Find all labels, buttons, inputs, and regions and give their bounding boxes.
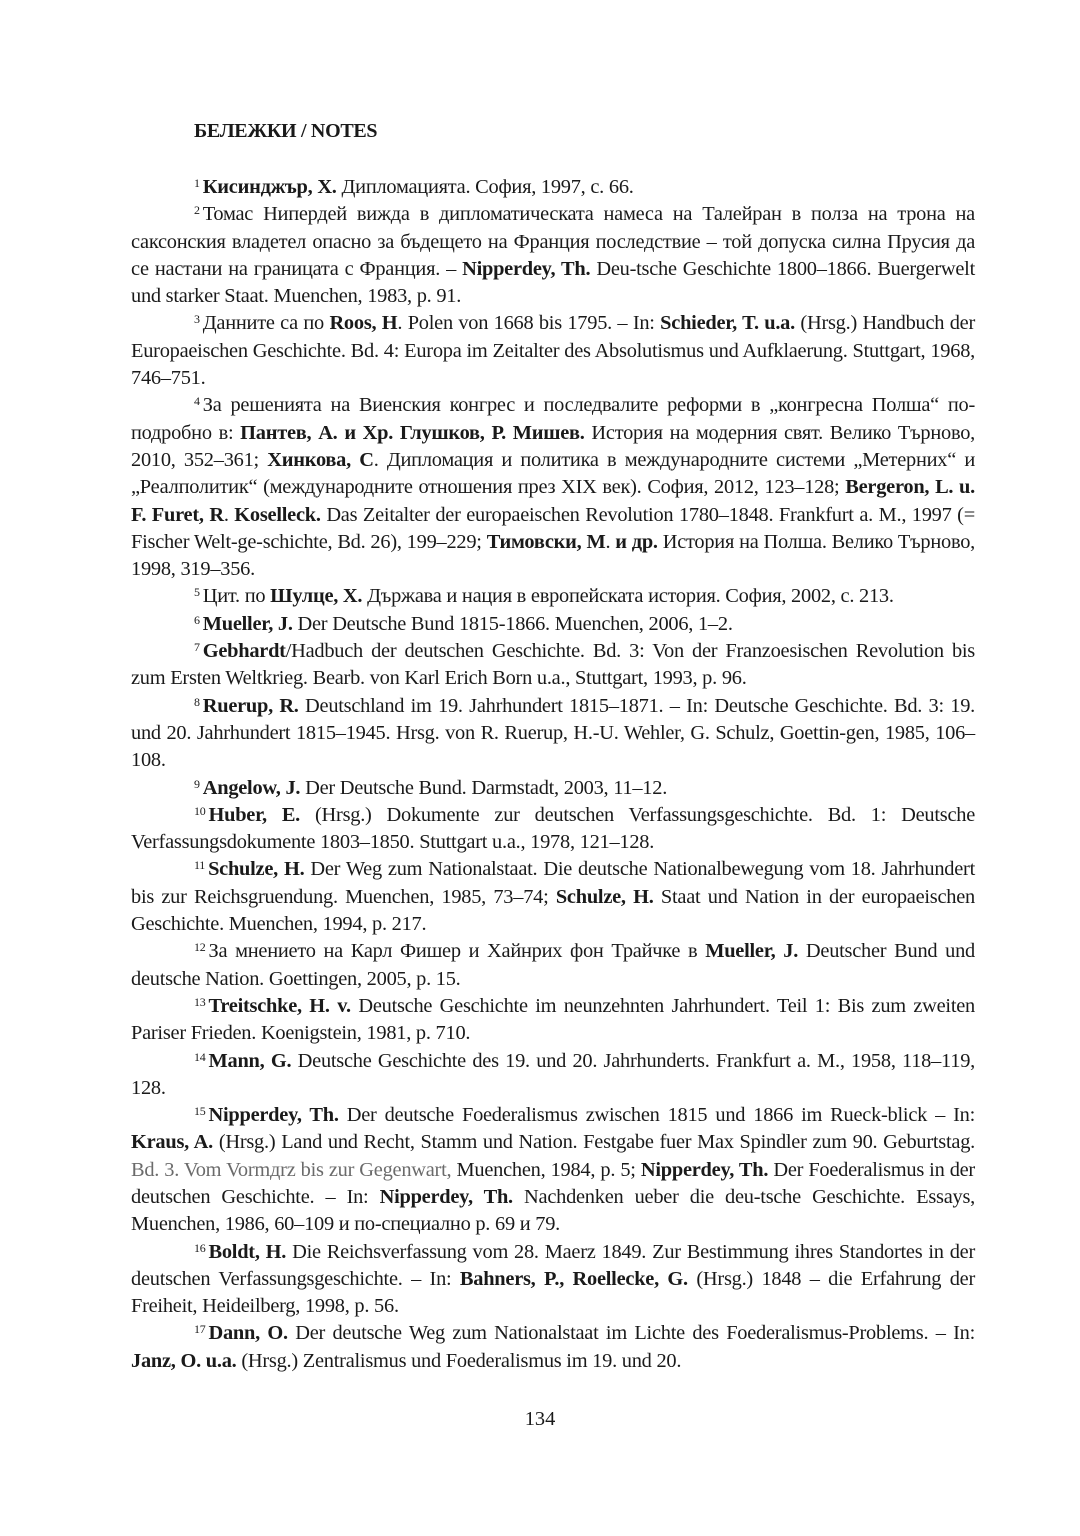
author-name: Пантев, А. и Хр. Глушков, Р. Мишев.	[240, 421, 585, 444]
author-name: Schulze, H.	[555, 885, 654, 908]
footnote-number: 1	[194, 176, 200, 190]
note-text: . Дипломация и политика в международните системи „Метерних“ и „Реалполитик“ (международните отношения през XIX век). София, 2012, 123–128;	[131, 448, 975, 499]
footnote-number: 4	[194, 394, 200, 409]
footnote-number: 15	[194, 1104, 206, 1119]
note-text: (Hrsg.) Handbuch der Europaeischen Geschichte. Bd. 4: Europa im Zeitalter des Absolutismus und Aufklaerung. Stuttgart, 1968, 746–751.	[131, 312, 975, 390]
author-name: Шулце, Х.	[270, 585, 363, 608]
note-text: (Hrsg.) Land und Recht, Stamm und Nation. Festgabe fuer Max Spindler zum 90. Geburtstag.	[213, 1131, 976, 1154]
author-name: Bahners, P., Roellecke, G.	[459, 1267, 688, 1290]
footnote-number: 16	[194, 1240, 206, 1255]
author-name: Kraus, A.	[131, 1131, 213, 1154]
author-name: Кисинджър, Х.	[202, 176, 337, 198]
endnote-3	[131, 310, 975, 392]
author-name: Janz, O. u.a.	[131, 1349, 237, 1372]
footnote-number: 10	[194, 803, 206, 818]
footnote-number: 7	[194, 640, 200, 655]
author-name: Ruerup, R.	[202, 694, 299, 717]
note-text: За мнението на Карл Фишер и Хайнрих фон Трайчке в	[208, 940, 706, 963]
note-text: Deutsche Geschichte des 19. und 20. Jahrhunderts. Frankfurt a. M., 1958, 118–119, 128.	[131, 1049, 975, 1099]
footnote-number: 3	[194, 312, 200, 327]
author-name: Хинкова, С	[267, 448, 374, 471]
footnote-number: 14	[194, 1049, 206, 1064]
endnote-13	[131, 993, 975, 1048]
footnote-number: 6	[194, 612, 200, 627]
author-name: Тимовски, М	[486, 530, 606, 553]
note-text: Der Foederalismus in der deutschen Geschichte. – In:	[131, 1158, 975, 1208]
endnote-1	[131, 174, 975, 201]
author-name: и др.	[615, 530, 658, 553]
author-name: Mann, G.	[208, 1049, 292, 1072]
endnotes-list	[131, 174, 975, 1375]
endnote-7	[131, 638, 975, 693]
author-name: Mueller, J.	[202, 612, 293, 635]
endnote-4	[131, 392, 975, 583]
footnote-number: 5	[194, 585, 200, 600]
author-name: Nipperdey, Th.	[640, 1158, 769, 1181]
author-name: Koselleck.	[234, 503, 321, 526]
endnote-6	[131, 611, 975, 638]
endnote-11	[131, 856, 975, 938]
author-name: Angelow, J.	[202, 776, 301, 799]
note-text: Muenchen, 1984, p. 5;	[451, 1158, 641, 1181]
note-text: История на Полша. Велико Търново, 1998, 319–356.	[131, 530, 976, 581]
section-heading: БЕЛЕЖКИ / NOTES	[194, 120, 378, 142]
endnote-5	[131, 583, 975, 610]
note-text: Deutschland im 19. Jahrhundert 1815–1871. – In: Deutsche Geschichte. Bd. 3: 19. und 20. Jahrhundert 1815–1945. Hrsg. von R. Ruerup, H.-U. Wehler, G. Schulz, Goettin-gen, 1985, 106–108.	[131, 694, 975, 772]
note-text: Цит. по	[202, 585, 271, 608]
note-text: История на модерния свят. Велико Търново, 2010, 352–361;	[131, 421, 975, 471]
footnote-number: 17	[194, 1322, 206, 1337]
note-text: Der deutsche Foederalismus zwischen 1815 und 1866 im Rueck-blick – In:	[338, 1104, 976, 1127]
note-text: Дипломацията. София, 1997, с. 66.	[336, 176, 634, 198]
note-text: Staat und Nation in der europaeischen Geschichte. Muenchen, 1994, p. 217.	[131, 885, 975, 936]
note-text: Държава и нация в европейската история. София, 2002, с. 213.	[362, 585, 894, 608]
endnote-10	[131, 802, 975, 857]
author-name: Nipperdey, Th.	[462, 257, 591, 280]
footnote-number: 11	[194, 858, 206, 873]
footnote-number: 2	[194, 203, 200, 218]
note-text: Томас Нипердей вижда в дипломатическата намеса на Талейран в полза на трона на саксонския владетел опасно за бъдещето на Франция последствие – той допуска силна Прусия да се настани на границата с Франция. –	[131, 203, 975, 280]
author-name: Bergeron, L. u. F. Furet, R	[131, 476, 975, 526]
author-name: Dann, O.	[208, 1322, 288, 1345]
footnote-number: 12	[194, 940, 206, 955]
note-text: .	[223, 503, 235, 526]
note-text: /Hadbuch der deutschen Geschichte. Bd. 3: Von der Franzoesischen Revolution bis zum Ersten Weltkrieg. Bearb. von Karl Erich Born u.a., Stuttgart, 1993, p. 96.	[131, 640, 975, 690]
note-text-gray: Bd. 3. Vom Vormдrz bis zur Gegenwart,	[131, 1158, 452, 1181]
endnote-15	[131, 1102, 975, 1238]
note-text: (Hrsg.) 1848 – die Erfahrung der Freiheit, Heideilberg, 1998, p. 56.	[131, 1267, 975, 1318]
author-name: Gebhardt	[202, 640, 286, 663]
page-number: 134	[524, 1408, 556, 1430]
endnote-12	[131, 938, 975, 993]
note-text: За решенията на Виенския конгрес и последвалите реформи в „конгресна Полша“ по-подробно в:	[131, 394, 975, 444]
note-text: Der Weg zum Nationalstaat. Die deutsche Nationalbewegung vom 18. Jahrhundert bis zur Reichsgruendung. Muenchen, 1985, 73–74;	[131, 858, 975, 908]
note-text: . Polen von 1668 bis 1795. – In:	[397, 312, 661, 335]
author-name: Nipperdey, Th.	[379, 1185, 513, 1208]
author-name: Mueller, J.	[705, 940, 799, 963]
note-text: Nachdenken ueber die deu-tsche Geschichte. Essays, Muenchen, 1986, 60–109 и по-специално p. 69 и 79.	[131, 1185, 975, 1236]
endnote-8	[131, 693, 975, 775]
endnote-14	[131, 1048, 975, 1103]
note-text: (Hrsg.) Dokumente zur deutschen Verfassungsgeschichte. Bd. 1: Deutsche Verfassungsdokumente 1803–1850. Stuttgart u.a., 1978, 121–128.	[131, 803, 976, 854]
note-text: Deutscher Bund und deutsche Nation. Goettingen, 2005, p. 15.	[131, 940, 975, 990]
author-name: Schulze, H.	[208, 858, 305, 881]
author-name: Roos, H	[329, 312, 398, 335]
note-text: Das Zeitalter der europaeischen Revolution 1780–1848. Frankfurt a. M., 1997 (= Fischer Welt-ge-schichte, Bd. 26), 199–229;	[131, 503, 975, 553]
author-name: Boldt, H.	[208, 1240, 287, 1263]
note-text: Die Reichsverfassung vom 28. Maerz 1849. Zur Bestimmung ihres Standortes in der deutschen Verfassungsgeschichte. – In:	[131, 1240, 975, 1290]
note-text: Der Deutsche Bund. Darmstadt, 2003, 11–12.	[300, 776, 668, 799]
note-text: .	[605, 530, 616, 553]
author-name: Huber, E.	[208, 803, 301, 826]
author-name: Schieder, T. u.a.	[660, 312, 795, 335]
note-text: (Hrsg.) Zentralismus und Foederalismus im 19. und 20.	[236, 1349, 682, 1372]
footnote-number: 9	[194, 776, 200, 791]
note-text: Данните са по	[202, 312, 330, 335]
footnote-number: 13	[194, 994, 206, 1009]
note-text: Deu-tsche Geschichte 1800–1866. Buergerwelt und starker Staat. Muenchen, 1983, p. 91.	[131, 257, 975, 308]
endnote-17	[131, 1320, 975, 1375]
footnote-number: 8	[194, 694, 200, 709]
author-name: Nipperdey, Th.	[208, 1104, 339, 1127]
endnote-16	[131, 1239, 975, 1321]
endnote-9	[131, 775, 975, 802]
note-text: Der deutsche Weg zum Nationalstaat im Lichte des Foederalismus-Problems. – In:	[287, 1322, 975, 1345]
endnote-2	[131, 201, 975, 310]
note-text: Der Deutsche Bund 1815-1866. Muenchen, 2006, 1–2.	[292, 612, 733, 635]
note-text: Deutsche Geschichte im neunzehnten Jahrhundert. Teil 1: Bis zum zweiten Pariser Frieden. Koenigstein, 1981, p. 710.	[131, 994, 975, 1045]
author-name: Treitschke, H. v.	[208, 994, 351, 1017]
